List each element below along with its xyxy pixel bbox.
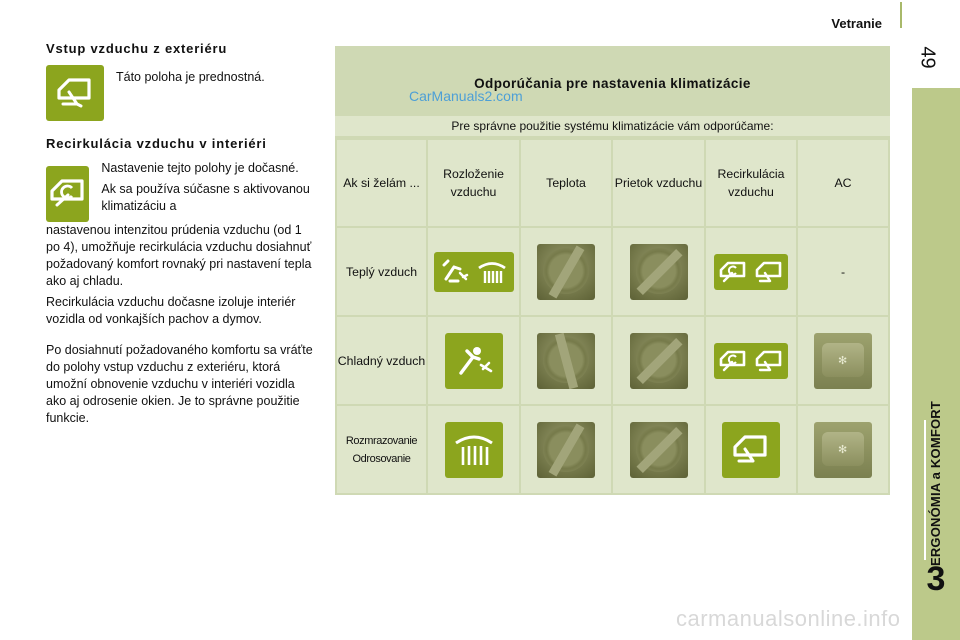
chapter-number: 3 — [926, 560, 946, 598]
fresh-air-intake-icon — [722, 422, 780, 478]
recirculation-and-outside-air-icon — [714, 343, 788, 379]
recirculation-text-2b: nastavenou intenzitou prúdenia vzduchu (od 1 po 4), umožňuje recirkulácia vzduchu dosiahnuť požadovaný komfort rovnaký pri nastavení tepla ako aj chladu. — [46, 223, 312, 288]
row-label-defrost: Rozmrazovanie — [345, 434, 418, 447]
outside-air-text: Táto poloha je prednostná. — [116, 70, 265, 84]
column-header-flow: Prietok vzduchu — [612, 139, 705, 227]
page-number: 49 — [916, 46, 939, 69]
table-row — [336, 405, 889, 494]
ac-button-icon: ✻ — [814, 422, 872, 478]
table-header-row — [336, 139, 889, 227]
recirculation-and-outside-air-icon — [714, 254, 788, 290]
fan-speed-knob-icon — [630, 333, 688, 389]
column-header-recirculation: Recirkulácia vzduchu — [705, 139, 797, 227]
recirculation-text-2a: Ak sa používa súčasne s aktivovanou klimatizáciu a — [101, 182, 310, 213]
windscreen-demist-icon — [445, 422, 503, 478]
recirculation-text-3: Recirkulácia vzduchu dočasne izoluje interiér vozidla od vonkajších pachov a dymov. — [46, 295, 296, 326]
fan-speed-knob-icon — [630, 422, 688, 478]
temperature-knob-icon — [537, 422, 595, 478]
section-title: Vetranie — [831, 16, 882, 31]
row-label-demist: Odrosovanie — [352, 452, 411, 465]
panel-intro: Pre správne použitie systému klimatizácie vám odporúčame: — [335, 116, 890, 136]
header-divider — [900, 2, 902, 28]
watermark-top: CarManuals2.com — [409, 88, 523, 104]
panel-title: Odporúčania pre nastavenia klimatizácie — [474, 76, 751, 91]
table-row — [336, 227, 889, 316]
ac-button-icon: ✻ — [814, 333, 872, 389]
row-label-cold: Chladný vzduch — [336, 316, 427, 405]
recommendations-table — [335, 138, 890, 495]
column-header-distribution: Rozloženie vzduchu — [427, 139, 520, 227]
recirculation-title: Recirkulácia vzduchu v interiéri — [46, 136, 267, 151]
air-recirculation-icon — [46, 166, 89, 222]
recommendations-panel — [335, 46, 890, 492]
column-header-wish: Ak si želám ... — [336, 139, 427, 227]
watermark-bottom: carmanualsonline.info — [676, 606, 901, 631]
chapter-tab — [912, 88, 960, 640]
column-header-ac: AC — [797, 139, 889, 227]
fan-speed-knob-icon — [630, 244, 688, 300]
recirculation-text-4: Po dosiahnutí požadovaného komfortu sa vráťte do polohy vstup vzduchu z exteriéru, ktorá umožní obnovenie vzduchu v interiéri vozidla ako aj odrosenie okien. Je to správne použitie funkcie. — [46, 343, 313, 425]
face-vents-icon — [445, 333, 503, 389]
ac-none: - — [797, 227, 889, 316]
table-row — [336, 316, 889, 405]
feet-and-windscreen-icon — [434, 252, 514, 292]
column-header-temperature: Teplota — [520, 139, 612, 227]
chapter-tab-label: ERGONÓMIA a KOMFORT — [928, 400, 944, 566]
outside-air-title: Vstup vzduchu z exteriéru — [46, 41, 228, 56]
fresh-air-intake-icon — [46, 65, 104, 121]
temperature-knob-icon — [537, 244, 595, 300]
temperature-knob-icon — [537, 333, 595, 389]
left-column — [46, 40, 316, 427]
recirculation-text-1: Nastavenie tejto polohy je dočasné. — [101, 161, 299, 175]
row-label-warm: Teplý vzduch — [336, 227, 427, 316]
chapter-tab-divider — [924, 420, 926, 560]
